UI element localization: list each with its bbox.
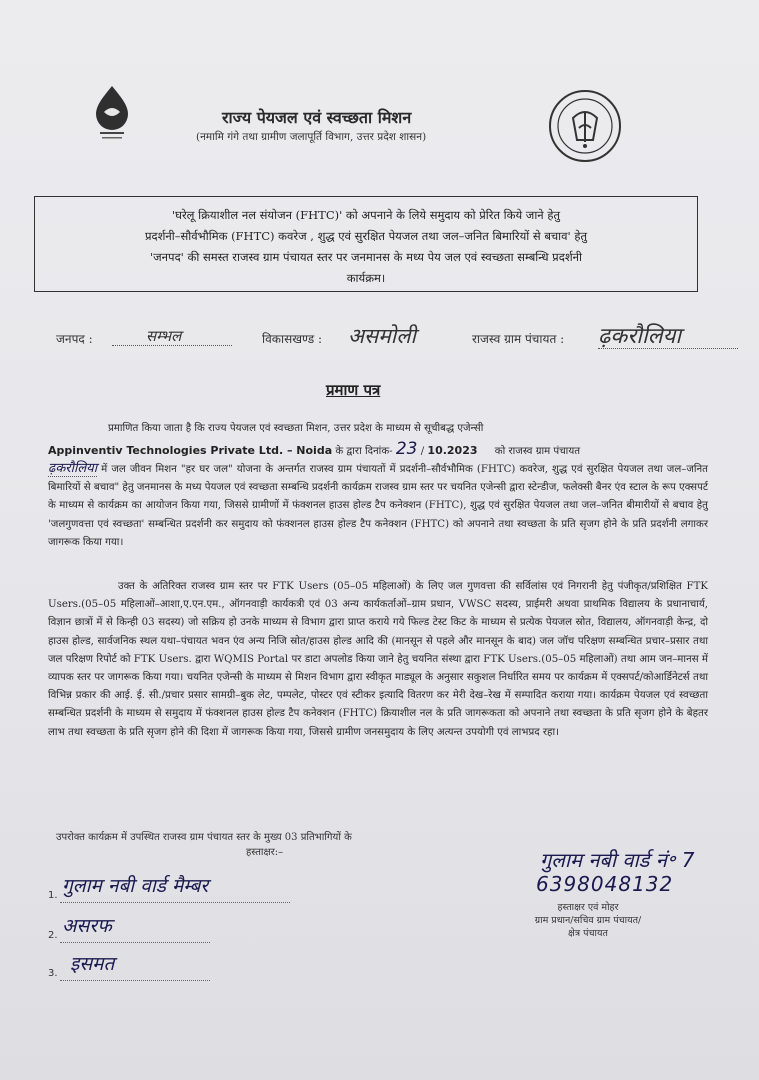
banner-line-2: प्रदर्शनी–सौर्वभौमिक (FHTC) कवरेज , शुद्ध एवं सुरक्षित पेयजल तथा जल–जनित बिमारियों से बचाव' हेतु [144, 229, 588, 243]
right-signature-name: गुलाम नबी वार्ड नं॰ 7 [540, 848, 695, 872]
gp-handwritten: ढ़करौलिया [48, 461, 98, 476]
banner-line-4: कार्यक्रम। [346, 271, 386, 285]
block-label: विकासखण्ड : [262, 332, 323, 346]
agency-name: Appinventiv Technologies Private Ltd. – Noida [48, 444, 333, 457]
block-value: असमोली [348, 324, 416, 348]
to-gp-text: को राजस्व ग्राम पंचायत [494, 446, 581, 457]
gp-value: ढ़करौलिया [598, 324, 682, 349]
body-paragraph-2: उक्त के अतिरिक्त राजस्व ग्राम स्तर पर FTK Users (05–05 महिलाओं) के लिए जल गुणवत्ता की सर्विलांस एवं निगरानी हेतु पंजीकृत/प्रशिक्षित FTK Users.(05–05 महिलाओं–आशा,ए.एन.एम., ऑगनवाड़ी कार्यकत्री एवं 03 अन्य कार्यकर्ताओं–ग्राम प्रधान, VWSC सदस्य, प्राईमरी अथवा प्राथमिक विद्यालय के प्रधानाचार्य, विज्ञान छात्रों में से किन्ही 03 सदस्य) जो सक्रिय हो उनके माध्यम से विभाग द्वारा प्राप्त कराये गये फिल्ड टेस्ट किट के माध्यम से प्रत्येक पेयजल स्रोत, विद्यालय, ऑगनवाड़ी केन्द्र, दो हाउस होल्ड, सार्वजनिक स्थल यथा–पंचायत भवन एंव अन्य निजि स्रोत/हाउस होल्ड आदि की (मानसून से पहले और मानसून के बाद) जल जॉच परिक्षण सम्बन्धित प्रचार–प्रसार तथा जल परिक्षण रिपोर्ट को FTK Users. द्वारा WQMIS Portal पर डाटा अपलोड किया जाने हेतु चयनित संस्था द्वारा FTK Users.(05–05 महिलाओं) तथा आम जन–मानस में व्यापक स्तर पर जागरूक किया गया। चयनित एजेन्सी के माध्यम से मिशन विभाग द्वारा स्वीकृत माड्यूल के अनुसार सकुशल निर्धारित समय पर कार्यक्रम में एक्सपर्ट/कोआर्डिनेटर्स तथा विभिन्न प्रकार की आई. ई. सी./प्रचार प्रसार सामग्री–बुक लेट, पम्पलेट, पोस्टर एवं स्टीकर इत्यादि वितरण कर मेरी देख–रेख में सम्पादित कराया गया। कार्यक्रम पेयजल एवं स्वच्छता सम्बन्धित प्रदर्शनी के माध्यम से समुदाय में फंक्शनल हाउस होल्ड टैप कनेक्शन (FHTC) क्रियाशील नल के प्रति जागरूकता को अपनाने तथा स्वच्छता के प्रति सृजग होने के बेहतर लाभ तथा स्वच्छता के प्रति सृजग होने की दिशा में जागरूक किया गया, जिससे ग्रामीण जनसमुदाय के लिए अत्यन्त उपयोगी एवं लाभप्रद रहा। [48, 581, 708, 738]
caption-line-1: हस्ताक्षर एवं मोहर [557, 902, 619, 913]
signature-3: इसमत [70, 953, 115, 975]
sig-num-2: 2. [48, 930, 58, 941]
district-value: सम्भल [146, 327, 182, 345]
sig-line-1 [60, 902, 290, 903]
sig-num-3: 3. [48, 968, 58, 979]
signatures-intro-line-1: उपरोक्त कार्यक्रम में उपस्थित राजस्व ग्राम पंचायत स्तर के मुख्य 03 प्रतिभागियों के [56, 832, 352, 843]
date-rest: 10.2023 [427, 444, 478, 457]
sig-num-1: 1. [48, 890, 58, 901]
har-ghar-jal-logo [86, 82, 138, 144]
signatures-intro-line-2: हस्ताक्षर:– [246, 847, 284, 858]
signature-1: गुलाम नबी वार्ड मैम्बर [62, 875, 209, 897]
date-day: 23 [395, 439, 418, 459]
up-government-emblem [547, 88, 623, 164]
header-title: राज्य पेयजल एवं स्वच्छता मिशन [222, 108, 412, 127]
signature-caption [488, 900, 688, 939]
certificate-title: प्रमाण पत्र [326, 381, 381, 399]
by-date-text: के द्वारा दिनांक- [335, 446, 393, 457]
sig-line-3 [60, 980, 210, 981]
program-banner-text [40, 205, 692, 289]
right-signature-phone: 6398048132 [536, 872, 674, 896]
signatures-intro [56, 830, 486, 860]
paragraph-1-rest: में जल जीवन मिशन "हर घर जल" योजना के अन्तर्गत राजस्व ग्राम पंचायतों में प्रदर्शनी–सौर्वभौमिक (FHTC) कवरेज, शुद्ध एवं सुरक्षित पेयजल तथा जल–जनित बिमारियों से बचाव" हेतु जनमानस के मध्य पेयजल एवं स्वच्छता सम्बन्धि प्रदर्शनी कार्यक्रम राजस्व ग्राम स्तर पर चयनित एजेन्सी द्वारा स्टेन्डीज, फलेक्सी बैनर एंव स्टाल के रूप एक्सपर्ट के माध्यम से कार्यक्रम का आयोजन किया गया, जिससे ग्रामीणों में फंक्शनल हाउस होल्ड टैप कनेक्शन (FHTC), शुद्ध एवं सुरक्षित पेयजल तथा जल–जनित बीमारीयों से बचाव हेतु 'जलगुणवत्ता एवं स्वच्छता' सम्बन्धित प्रदर्शनी कर समुदाय को फंक्शनल हाउस होल्ड टैप कनेक्शन (FHTC) को अपनाने तथा स्वच्छता के प्रति सृजग होने के प्रति प्रदर्शनी लगाकर जागरूक किया गया। [48, 464, 708, 548]
district-label: जनपद : [56, 332, 93, 346]
body-agency-line: Appinventiv Technologies Private Ltd. – Noida के द्वारा दिनांक- 23 / 10.2023 को राजस्व ग्राम पंचायत [48, 439, 581, 459]
signature-2: असरफ [62, 915, 112, 937]
caption-line-2: ग्राम प्रधान/सचिव ग्राम पंचायत/ [534, 915, 642, 926]
gp-label: राजस्व ग्राम पंचायत : [472, 332, 565, 346]
caption-line-3: क्षेत्र पंचायत [568, 928, 608, 939]
sig-line-2 [60, 942, 210, 943]
body-paragraph-1 [48, 460, 708, 552]
header-subtitle: (नमामि गंगे तथा ग्रामीण जलापूर्ति विभाग, उत्तर प्रदेश शासन) [196, 131, 427, 143]
banner-line-3: 'जनपद' की समस्त राजस्व ग्राम पंचायत स्तर पर जनमानस के मध्य पेय जल एवं स्वच्छता सम्बन्धि प्रदर्शनी [149, 250, 583, 264]
body-line-1: प्रमाणित किया जाता है कि राज्य पेयजल एवं स्वच्छता मिशन, उत्तर प्रदेश के माध्यम से सूचीबद्ध एजेन्सी [108, 423, 484, 434]
banner-line-1: 'घरेलू क्रियाशील नल संयोजन (FHTC)' को अपनाने के लिये समुदाय को प्रेरित किये जाने हेतु [172, 208, 560, 222]
